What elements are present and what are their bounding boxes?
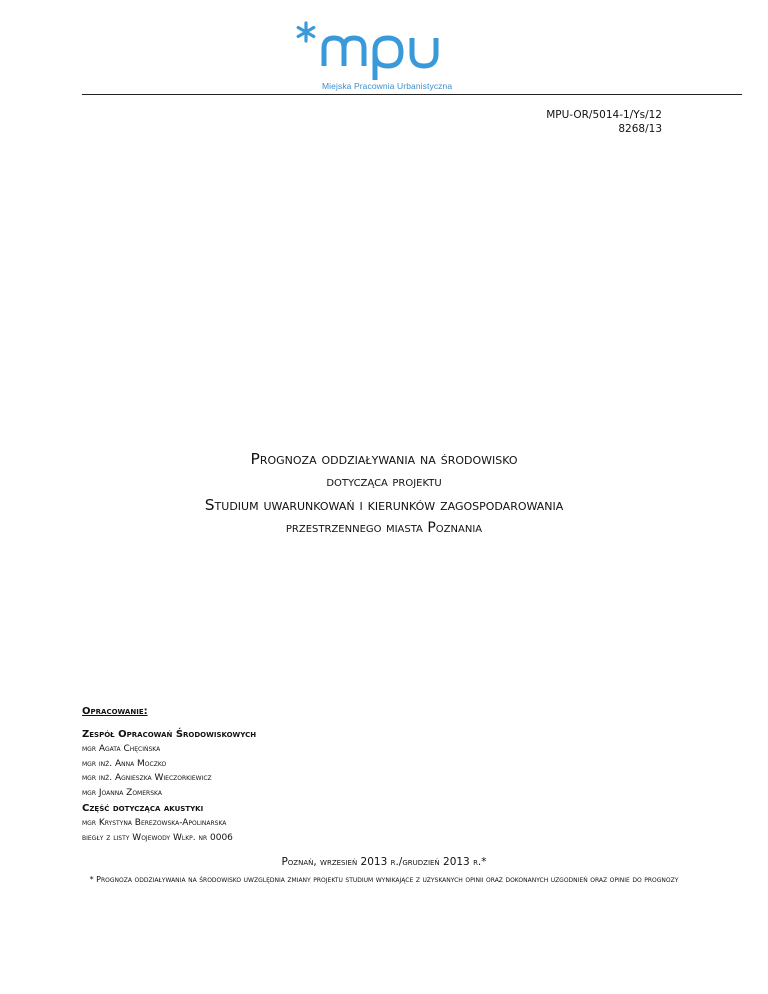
acoustic-section xyxy=(82,802,233,845)
letter-m-shape xyxy=(324,38,364,66)
header-divider xyxy=(82,94,742,95)
reference-code: 8268/13 xyxy=(618,123,662,135)
acoustic-member: mgr Krystyna Berezowska-Apolinarska xyxy=(82,818,227,828)
authors-heading: Opracowanie: xyxy=(82,706,148,717)
title-line-2: dotycząca projektu xyxy=(326,474,442,490)
team-member: mgr Joanna Zomerska xyxy=(82,787,162,798)
acoustic-member: biegły z listy Wojewody Wlkp. nr 0006 xyxy=(82,832,233,843)
title-line-4: przestrzennego miasta Poznania xyxy=(285,520,483,536)
document-reference xyxy=(546,108,662,136)
logo-tagline: Miejska Pracownia Urbanistyczna xyxy=(322,81,453,91)
footnote: * Prognoza oddziaływania na środowisko uwzględnia zmiany projektu studium wynikające z uzyskanych opinii oraz dokonanych uzgodnień oraz opinie do prognozy xyxy=(89,875,679,884)
title-line-3: Studium uwarunkowań i kierunków zagospodarowania xyxy=(204,496,564,514)
team-member: mgr inż. Agnieszka Wieczorkiewicz xyxy=(82,773,212,783)
environmental-team xyxy=(82,728,256,800)
document-title xyxy=(0,448,768,540)
team-member: mgr Agata Chęcińska xyxy=(82,744,161,754)
mpu-logo-graphic xyxy=(292,14,472,84)
reference-number: MPU-OR/5014-1/Ys/12 xyxy=(546,109,662,121)
letter-u-shape xyxy=(412,38,436,66)
place-and-date: Poznań, wrzesień 2013 r./grudzień 2013 r.* xyxy=(281,856,487,868)
mpu-logo xyxy=(292,14,472,94)
letter-p-shape xyxy=(375,38,401,80)
title-line-1: Prognoza oddziaływania na środowisko xyxy=(250,450,518,468)
team-member: mgr inż. Anna Moczko xyxy=(82,758,167,769)
asterisk-icon xyxy=(298,23,314,41)
team-heading: Zespół Opracowań Środowiskowych xyxy=(82,729,257,740)
acoustic-heading: Część dotycząca akustyki xyxy=(82,803,204,814)
